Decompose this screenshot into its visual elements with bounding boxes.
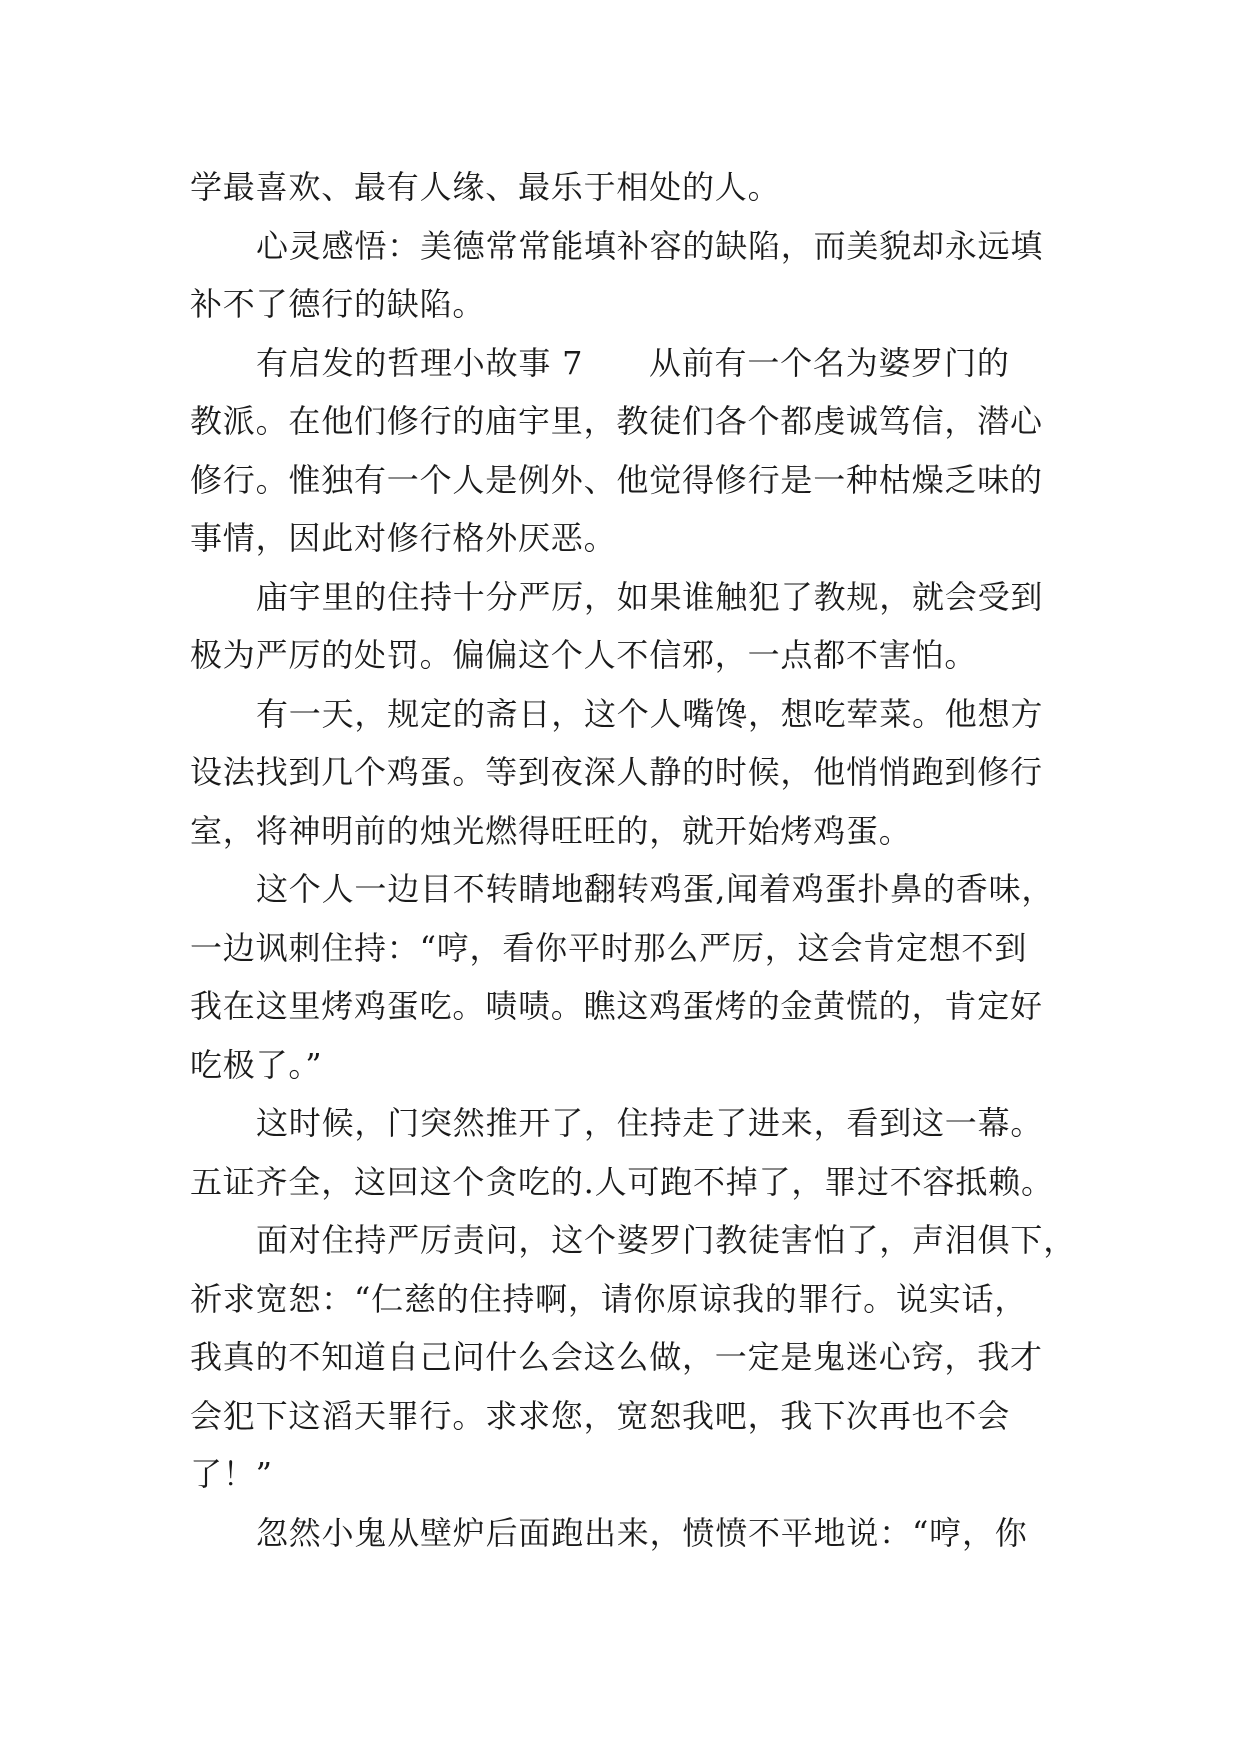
text-line: 一边讽刺住持：“哼，看你平时那么严厉，这会肯定想不到 <box>190 928 1028 967</box>
text-line: 补不了德行的缺陷。 <box>190 285 486 323</box>
text-line: 这个人一边目不转睛地翻转鸡蛋,闻着鸡蛋扑鼻的香味， <box>256 870 1055 908</box>
text-line: 祈求宽恕：“仁慈的住持啊，请你原谅我的罪行。说实话， <box>190 1279 1028 1318</box>
text-line: 了！” <box>190 1455 273 1493</box>
text-line: 有一天，规定的斋日，这个人嘴馋，想吃荤菜。他想方 <box>256 694 1044 733</box>
text-line: 我在这里烤鸡蛋吃。啧啧。瞧这鸡蛋烤的金黄慌的，肯定好 <box>190 987 1043 1025</box>
text-line: 面对住持严厉责问，这个婆罗门教徒害怕了，声泪俱下， <box>256 1221 1077 1259</box>
text-line: 学最喜欢、最有人缘、最乐于相处的人。 <box>190 168 781 206</box>
text-line: 事情，因此对修行格外厌恶。 <box>190 519 617 557</box>
text-line: 有启发的哲理小故事 7 从前有一个名为婆罗门的 <box>256 343 1010 382</box>
text-line: 庙宇里的住持十分严厉，如果谁触犯了教规，就会受到 <box>256 577 1044 616</box>
text-line: 修行。惟独有一个人是例外、他觉得修行是一种枯燥乏味的 <box>190 460 1043 499</box>
text-line: 室，将神明前的烛光燃得旺旺的，就开始烤鸡蛋。 <box>190 811 912 850</box>
body-text <box>190 158 1077 1562</box>
text-line: 会犯下这滔天罪行。求求您，宽恕我吧，我下次再也不会 <box>190 1396 1011 1435</box>
text-line: 吃极了。” <box>190 1045 323 1084</box>
text-line: 教派。在他们修行的庙宇里，教徒们各个都虔诚笃信，潜心 <box>190 402 1043 440</box>
text-line: 忽然小鬼从壁炉后面跑出来，愤愤不平地说：“哼，你 <box>256 1513 1028 1552</box>
text-line: 设法找到几个鸡蛋。等到夜深人静的时候，他悄悄跑到修行 <box>190 753 1043 791</box>
text-line: 极为严厉的处罚。偏偏这个人不信邪，一点都不害怕。 <box>190 636 978 674</box>
text-line: 五证齐全，这回这个贪吃的.人可跑不掉了，罪过不容抵赖。 <box>190 1162 1054 1201</box>
text-line: 这时候，门突然推开了，住持走了进来，看到这一幕。 <box>256 1104 1044 1142</box>
text-line: 心灵感悟：美德常常能填补容的缺陷，而美貌却永远填 <box>256 226 1044 265</box>
text-line: 我真的不知道自己问什么会这么做，一定是鬼迷心窍，我才 <box>190 1338 1043 1376</box>
